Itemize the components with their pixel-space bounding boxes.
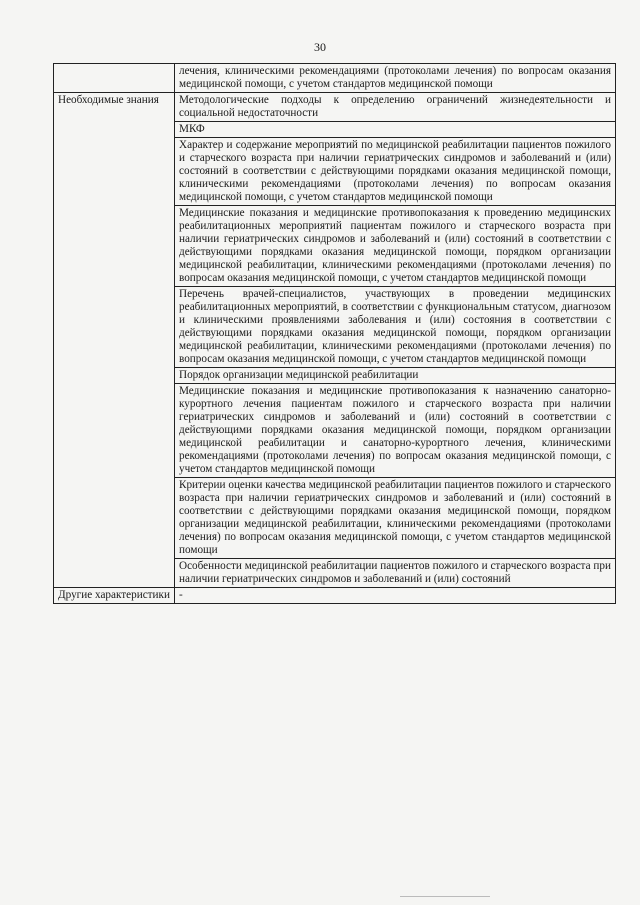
content-cell: лечения, клиническими рекомендациями (протоколами лечения) по вопросам оказания медицинской помощи, с учетом стандартов медицинской помощи [175, 64, 616, 93]
content-cell: Перечень врачей-специалистов, участвующих в проведении медицинских реабилитационных мероприятий, в соответствии с функциональным статусом, диагнозом и клиническими проявлениями заболевания и (или) состояния в соответствии с действующими порядками оказания медицинской помощи, порядком организации медицинской реабилитации, клиническими рекомендациями (протоколами лечения) по вопросам оказания медицинской помощи, с учетом стандартов медицинской помощи [175, 287, 616, 368]
table-row [54, 64, 616, 93]
scan-artifact-line [400, 896, 490, 898]
content-cell: Критерии оценки качества медицинской реабилитации пациентов пожилого и старческого возраста при наличии гериатрических синдромов и заболеваний и (или) состояний в соответствии с действующими порядками оказания медицинской помощи, порядком организации медицинской реабилитации, клиническими рекомендациями (протоколами лечения) по вопросам оказания медицинской помощи, с учетом стандартов медицинской помощи [175, 478, 616, 559]
competency-table [53, 63, 616, 604]
table-body [54, 64, 616, 604]
row-label-cell [54, 64, 175, 93]
row-label-cell: Другие характеристики [54, 588, 175, 604]
table-row [54, 93, 616, 122]
content-cell: Особенности медицинской реабилитации пациентов пожилого и старческого возраста при наличии гериатрических синдромов и заболеваний и (или) состояний [175, 559, 616, 588]
content-cell: МКФ [175, 122, 616, 138]
page-number: 30 [314, 40, 326, 54]
content-cell: Медицинские показания и медицинские противопоказания к проведению медицинских реабилитационных мероприятий пациентам пожилого и старческого возраста при наличии гериатрических синдромов и заболеваний и (или) состояний в соответствии с действующими порядками оказания медицинской помощи, порядком организации медицинской реабилитации, клиническими рекомендациями (протоколами лечения) по вопросам оказания медицинской помощи, с учетом стандартов медицинской помощи [175, 206, 616, 287]
content-cell: - [175, 588, 616, 604]
content-cell: Характер и содержание мероприятий по медицинской реабилитации пациентов пожилого и старческого возраста при наличии гериатрических синдромов и заболеваний и (или) состояний в соответствии с действующими порядками оказания медицинской помощи, клиническими рекомендациями (протоколами лечения) по вопросам оказания медицинской помощи, с учетом стандартов медицинской помощи [175, 138, 616, 206]
row-label-cell: Необходимые знания [54, 93, 175, 588]
table-row [54, 588, 616, 604]
content-cell: Медицинские показания и медицинские противопоказания к назначению санаторно-курортного лечения пациентам пожилого и старческого возраста при наличии гериатрических синдромов и заболеваний и (или) состояний в соответствии с действующими порядками оказания медицинской помощи, порядком организации медицинской реабилитации и санаторно-курортного лечения, клиническими рекомендациями (протоколами лечения) по вопросам оказания медицинской помощи, с учетом стандартов медицинской помощи [175, 384, 616, 478]
content-cell: Методологические подходы к определению ограничений жизнедеятельности и социальной недостаточности [175, 93, 616, 122]
content-cell: Порядок организации медицинской реабилитации [175, 368, 616, 384]
